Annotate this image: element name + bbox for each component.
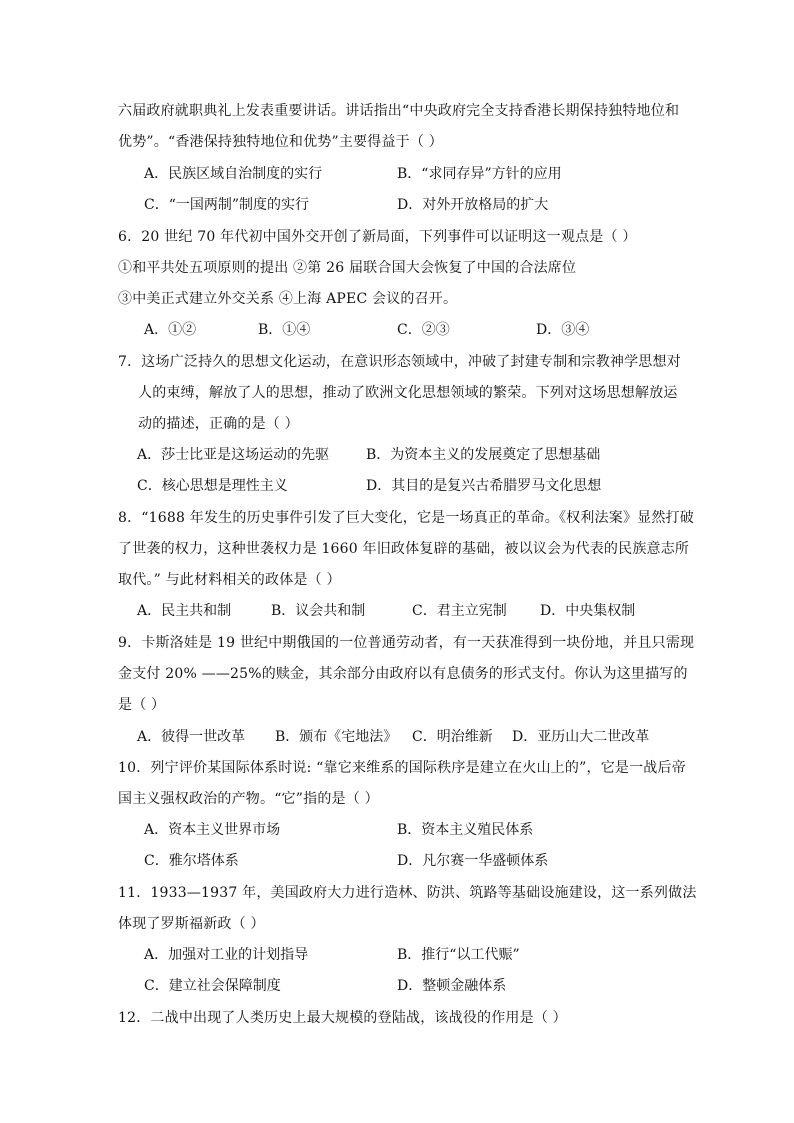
q5-option-c: C．“一国两制”制度的实行 [144, 197, 310, 213]
q7-option-c: C．核心思想是理性主义 [137, 478, 288, 494]
q9-stem-1: 9．卡斯洛娃是 19 世纪中期俄国的一位普通劳动者，有一天获准得到一块份地，并且只需现 [118, 635, 695, 651]
q11-option-c: C．建立社会保障制度 [144, 978, 281, 994]
q7-option-b: B．为资本主义的发展奠定了思想基础 [366, 447, 601, 463]
q10-option-d: D．凡尔赛一华盛顿体系 [397, 853, 549, 869]
q6-option-c: C．②③ [397, 322, 450, 338]
q10-stem-1: 10．列宁评价某国际体系时说: “靠它来维系的国际秩序是建立在火山上的”，它是一战后帝 [118, 760, 686, 776]
q5-option-b: B．“求同存异”方针的应用 [397, 166, 562, 182]
q9-stem-2: 金支付 20% ——25%的赎金，其余部分由政府以有息债务的形式支付。你认为这里描写的 [118, 666, 688, 682]
q7-stem-2: 人的束缚，解放了人的思想，推动了欧洲文化思想领域的繁荣。下列对这场思想解放运 [138, 385, 678, 401]
q11-option-b: B．推行“以工代赈” [397, 947, 520, 963]
q7-stem-1: 7．这场广泛持久的思想文化运动，在意识形态领域中，冲破了封建专制和宗教神学思想对 [118, 354, 681, 370]
q11-option-a: A．加强对工业的计划指导 [144, 947, 309, 963]
q6-items-2: ③中美正式建立外交关系 ④上海 APEC 会议的召开。 [118, 291, 458, 307]
q9-stem-3: 是（ ） [118, 697, 166, 713]
q8-stem-3: 取代。” 与此材料相关的政体是（ ） [118, 572, 341, 588]
q5-option-d: D．对外开放格局的扩大 [397, 197, 549, 213]
q10-option-b: B．资本主义殖民体系 [397, 822, 534, 838]
q10-option-a: A．资本主义世界市场 [144, 822, 281, 838]
q12-stem: 12．二战中出现了人类历史上最大规模的登陆战，该战役的作用是（ ） [118, 1010, 567, 1026]
q11-stem-1: 11．1933—1937 年，美国政府大力进行造林、防洪、筑路等基础设施建设，这一系列做法 [118, 885, 697, 901]
q7-option-d: D．其目的是复兴古希腊罗马文化思想 [366, 478, 602, 494]
q7-option-a: A．莎士比亚是这场运动的先驱 [137, 447, 330, 463]
q9-option-d: D．亚历山大二世改革 [512, 729, 650, 745]
q7-stem-3: 动的描述，正确的是（ ） [138, 416, 299, 432]
q6-option-d: D．③④ [536, 322, 590, 338]
q5-line-2: 优势”。“香港保持独特地位和优势”主要得益于（ ） [118, 134, 443, 150]
q6-items-1: ①和平共处五项原则的提出 ②第 26 届联合国大会恢复了中国的合法席位 [118, 260, 577, 276]
q11-stem-2: 体现了罗斯福新政（ ） [118, 916, 265, 932]
q10-option-c: C．雅尔塔体系 [144, 853, 239, 869]
q11-option-d: D．整顿金融体系 [397, 978, 507, 994]
q8-option-d: D．中央集权制 [540, 603, 636, 619]
q6-option-a: A．①② [144, 322, 197, 338]
q5-option-a: A．民族区域自治制度的实行 [144, 166, 323, 182]
q9-option-a: A．彼得一世改革 [137, 729, 246, 745]
q6-option-b: B．①④ [258, 322, 311, 338]
q8-option-b: B．议会共和制 [271, 603, 366, 619]
q9-option-c: C．明治维新 [412, 729, 493, 745]
q6-stem: 6．20 世纪 70 年代初中国外交开创了新局面，下列事件可以证明这一观点是（ ） [118, 229, 637, 245]
q10-stem-2: 国主义强权政治的产物。“它”指的是（ ） [118, 791, 379, 807]
q5-line-1: 六届政府就职典礼上发表重要讲话。讲话指出“中央政府完全支持香港长期保持独特地位和 [118, 103, 680, 119]
q8-option-c: C．君主立宪制 [412, 603, 507, 619]
q8-stem-1: 8．“1688 年发生的历史事件引发了巨大变化，它是一场真正的革命。《权利法案》显然打破 [118, 510, 694, 526]
q8-option-a: A．民主共和制 [137, 603, 232, 619]
q9-option-b: B．颁布《宅地法》 [275, 729, 398, 745]
q8-stem-2: 了世袭的权力，这种世袭权力是 1660 年旧政体复辟的基础，被以议会为代表的民族意志所 [118, 541, 690, 557]
